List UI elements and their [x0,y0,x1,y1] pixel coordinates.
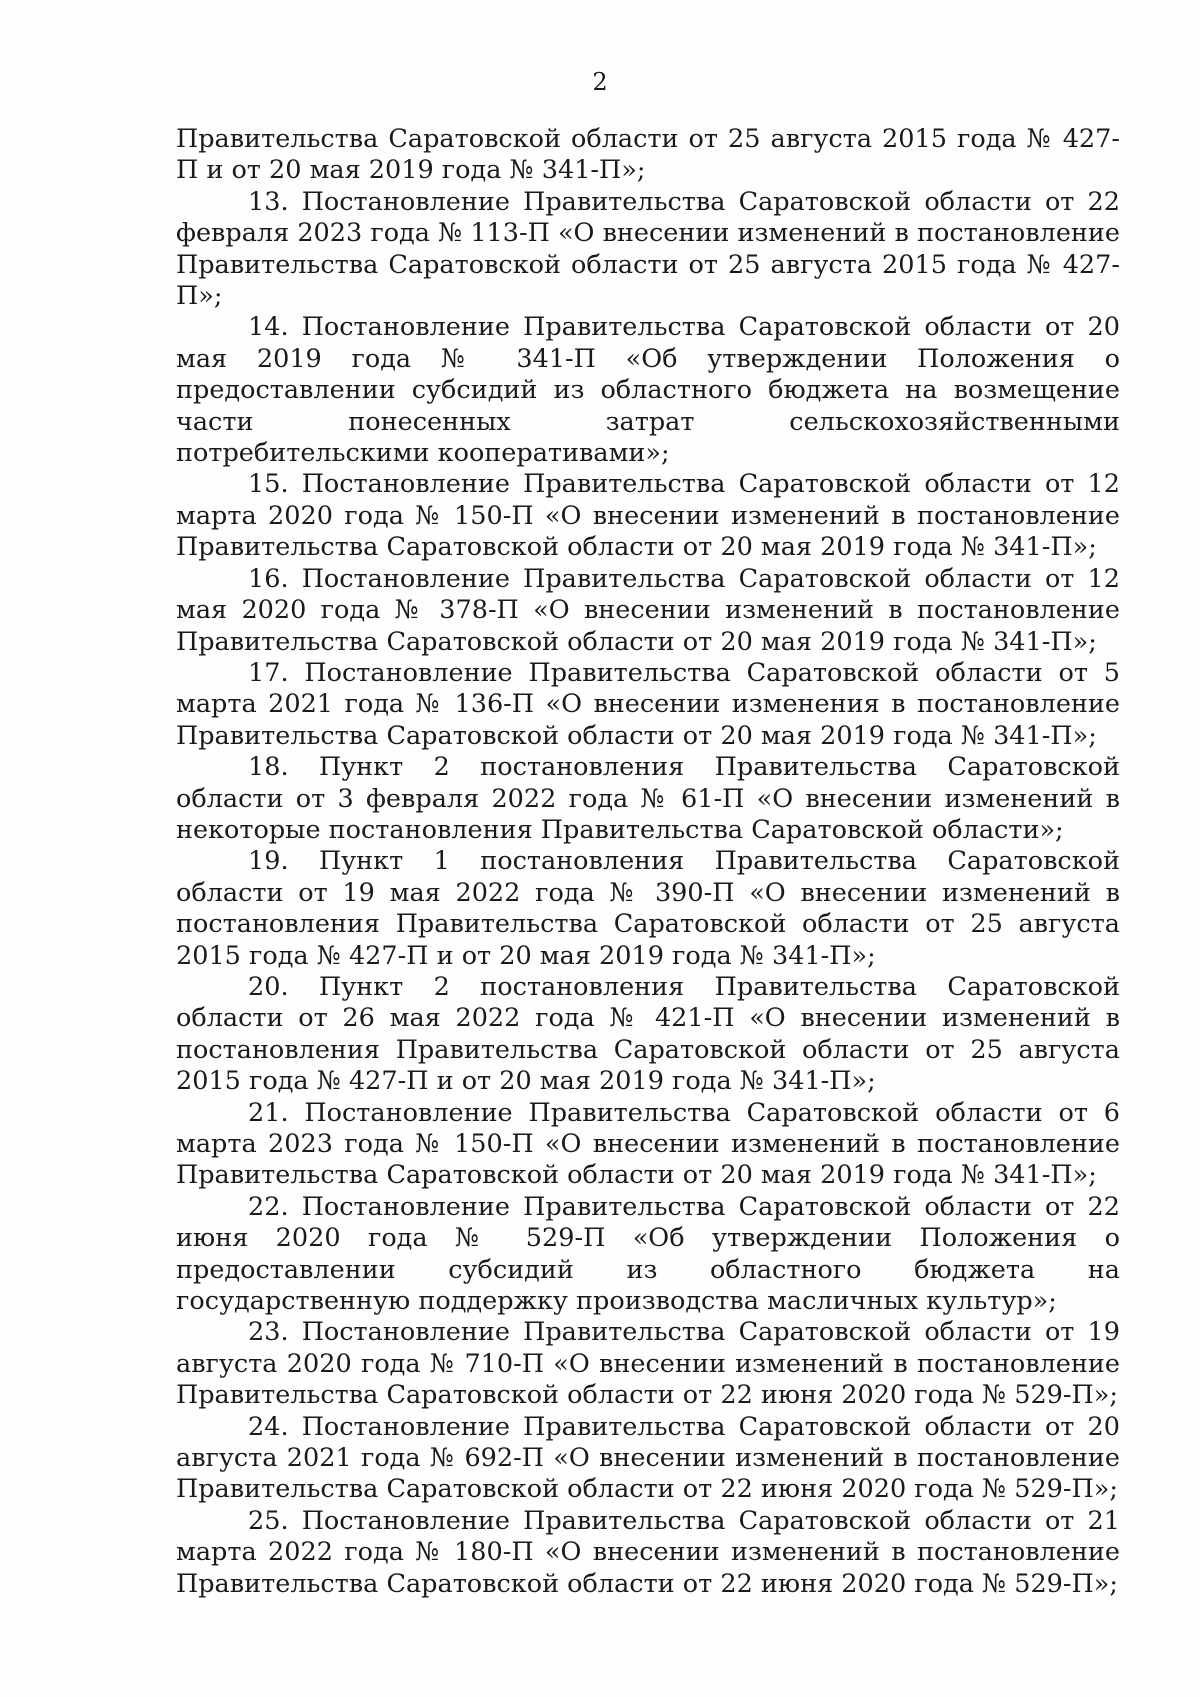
paragraph-continuation: Правительства Саратовской области от 25 августа 2015 года № 427-П и от 20 мая 2019 года № 341-П»; [176,124,1120,186]
list-item-18: 18. Пункт 2 постановления Правительства Саратовской области от 3 февраля 2022 года № 61-П «О внесении изменений в некоторые постановления Правительства Саратовской области»; [176,752,1120,845]
list-item-20: 20. Пункт 2 постановления Правительства Саратовской области от 26 мая 2022 года № 421-П «О внесении изменений в постановления Правительства Саратовской области от 25 августа 2015 года № 427-П и от 20 мая 2019 года № 341-П»; [176,971,1120,1097]
list-item-24: 24. Постановление Правительства Саратовской области от 20 августа 2021 года № 692-П «О внесении изменений в постановление Правительства Саратовской области от 22 июня 2020 года № 529-П»; [176,1411,1120,1505]
list-item-23: 23. Постановление Правительства Саратовской области от 19 августа 2020 года № 710-П «О внесении изменений в постановление Правительства Саратовской области от 22 июня 2020 года № 529-П»; [176,1317,1120,1411]
page-number: 2 [592,68,608,96]
list-item-17: 17. Постановление Правительства Саратовской области от 5 марта 2021 года № 136-П «О внесении изменения в постановление Правительства Саратовской области от 20 мая 2019 года № 341-П»; [176,657,1120,751]
list-item-19: 19. Пункт 1 постановления Правительства Саратовской области от 19 мая 2022 года № 390-П «О внесении изменений в постановления Правительства Саратовской области от 25 августа 2015 года № 427-П и от 20 мая 2019 года № 341-П»; [176,846,1120,971]
list-item-25: 25. Постановление Правительства Саратовской области от 21 марта 2022 года № 180-П «О внесении изменений в постановление Правительства Саратовской области от 22 июня 2020 года № 529-П»; [176,1505,1120,1599]
list-item-22: 22. Постановление Правительства Саратовской области от 22 июня 2020 года № 529-П «Об утверждении Положения о предоставлении субсидий из областного бюджета на государственную поддержку производства масличных культур»; [176,1191,1120,1317]
list-item-13: 13. Постановление Правительства Саратовской области от 22 февраля 2023 года № 113-П «О внесении изменений в постановление Правительства Саратовской области от 25 августа 2015 года № 427-П»; [176,186,1120,312]
list-item-15: 15. Постановление Правительства Саратовской области от 12 марта 2020 года № 150-П «О внесении изменений в постановление Правительства Саратовской области от 20 мая 2019 года № 341-П»; [176,469,1120,563]
list-item-21: 21. Постановление Правительства Саратовской области от 6 марта 2023 года № 150-П «О внесении изменений в постановление Правительства Саратовской области от 20 мая 2019 года № 341-П»; [176,1097,1120,1191]
list-item-14: 14. Постановление Правительства Саратовской области от 20 мая 2019 года № 341-П «Об утверждении Положения о предоставлении субсидий из областного бюджета на возмещение части понесенных затрат сельскохозяйственными потребительскими кооперативами»; [176,312,1120,469]
document-body [176,124,1120,1600]
list-item-16: 16. Постановление Правительства Саратовской области от 12 мая 2020 года № 378-П «О внесении изменений в постановление Правительства Саратовской области от 20 мая 2019 года № 341-П»; [176,563,1120,657]
